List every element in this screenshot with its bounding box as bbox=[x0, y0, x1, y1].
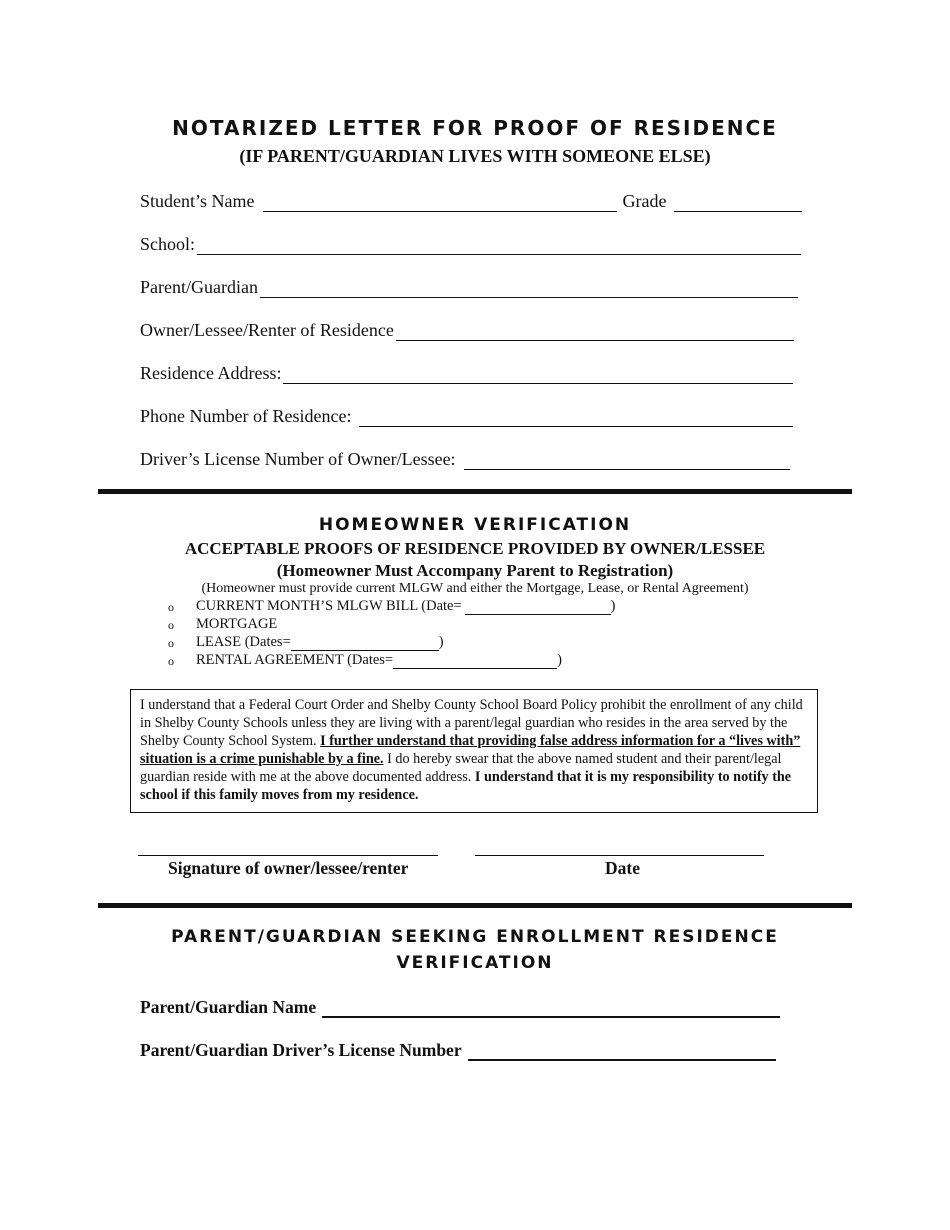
parent-section-heading-2: VERIFICATION bbox=[396, 953, 554, 973]
phone-label: Phone Number of Residence: bbox=[140, 406, 352, 426]
grade-label: Grade bbox=[622, 191, 667, 211]
parent-license-label: Parent/Guardian Driver’s License Number bbox=[140, 1040, 462, 1060]
mlgw-date-line[interactable] bbox=[465, 600, 611, 615]
lease-dates-line[interactable] bbox=[291, 636, 439, 651]
proofs-heading: ACCEPTABLE PROOFS OF RESIDENCE PROVIDED BY OWNER/LESSEE bbox=[184, 539, 766, 558]
residence-address-line[interactable] bbox=[283, 365, 793, 384]
residence-address-label: Residence Address: bbox=[140, 363, 282, 383]
option-mlgw-bill[interactable] bbox=[168, 598, 616, 615]
rental-close: ) bbox=[557, 652, 562, 668]
lease-label: LEASE (Dates= bbox=[196, 634, 291, 650]
phone-field[interactable] bbox=[140, 403, 793, 427]
student-name-label: Student’s Name bbox=[140, 191, 255, 211]
homeowner-heading: HOMEOWNER VERIFICATION bbox=[318, 515, 632, 535]
option-lease[interactable] bbox=[168, 634, 444, 651]
parent-section-heading: PARENT/GUARDIAN SEEKING ENROLLMENT RESIDENCE bbox=[171, 927, 779, 947]
school-field[interactable] bbox=[140, 231, 801, 255]
drivers-license-label: Driver’s License Number of Owner/Lessee: bbox=[140, 449, 456, 469]
statement-responsibility: I understand that it is my responsibility to notify the school if this family moves from my residence. bbox=[140, 769, 792, 803]
parent-guardian-line[interactable] bbox=[260, 279, 798, 298]
parent-guardian-field[interactable] bbox=[140, 274, 798, 298]
owner-lessee-label: Owner/Lessee/Renter of Residence bbox=[140, 320, 394, 340]
drivers-license-line[interactable] bbox=[464, 451, 790, 470]
document-subtitle: (IF PARENT/GUARDIAN LIVES WITH SOMEONE ELSE) bbox=[239, 146, 711, 166]
rental-label: RENTAL AGREEMENT (Dates= bbox=[196, 652, 394, 668]
residence-address-field[interactable] bbox=[140, 360, 793, 384]
attestation-statement-box bbox=[130, 689, 818, 813]
owner-lessee-line[interactable] bbox=[396, 322, 794, 341]
bullet-icon: o bbox=[168, 654, 174, 668]
accompany-note: (Homeowner Must Accompany Parent to Registration) bbox=[276, 561, 674, 580]
student-name-line[interactable] bbox=[263, 193, 617, 212]
date-label: Date bbox=[605, 858, 640, 878]
lease-close: ) bbox=[438, 634, 444, 650]
bullet-icon: o bbox=[168, 618, 174, 632]
drivers-license-field[interactable] bbox=[140, 446, 790, 470]
student-name-field[interactable] bbox=[140, 188, 802, 212]
parent-license-line[interactable] bbox=[468, 1041, 776, 1061]
statement-text-1: I understand that a Federal Court Order and Shelby County School Board Policy prohibit the enrollment of any child in Shelby County Schools unless they are living with a parent/legal guardian who resides in the area served by the Shelby County School System. bbox=[140, 697, 803, 749]
date-signature-line[interactable] bbox=[475, 855, 764, 856]
statement-text-2: I do hereby swear that the above named student and their parent/legal guardian reside with me at the above documented address. bbox=[140, 751, 782, 785]
school-line[interactable] bbox=[197, 236, 801, 255]
bullet-icon: o bbox=[168, 600, 174, 614]
owner-signature-line[interactable] bbox=[138, 855, 438, 856]
parent-name-field[interactable] bbox=[140, 994, 780, 1018]
bullet-icon: o bbox=[168, 636, 174, 650]
document-title: NOTARIZED LETTER FOR PROOF OF RESIDENCE bbox=[172, 116, 778, 140]
parent-name-label: Parent/Guardian Name bbox=[140, 997, 317, 1017]
mortgage-label: MORTGAGE bbox=[196, 616, 278, 632]
section-divider bbox=[98, 903, 852, 908]
statement-warning: I further understand that providing false address information for a “lives with” situation is a crime punishable by a fine. bbox=[140, 733, 801, 767]
mlgw-label: CURRENT MONTH’S MLGW BILL (Date= bbox=[196, 598, 462, 614]
parent-name-line[interactable] bbox=[322, 998, 780, 1018]
parent-license-field[interactable] bbox=[140, 1037, 776, 1061]
homeowner-requirement-note: (Homeowner must provide current MLGW and either the Mortgage, Lease, or Rental Agreement) bbox=[201, 581, 749, 596]
parent-guardian-label: Parent/Guardian bbox=[140, 277, 258, 297]
section-divider bbox=[98, 489, 852, 494]
rental-dates-line[interactable] bbox=[393, 654, 557, 669]
phone-line[interactable] bbox=[359, 408, 793, 427]
owner-lessee-field[interactable] bbox=[140, 317, 794, 341]
owner-signature-label: Signature of owner/lessee/renter bbox=[168, 858, 409, 878]
option-mortgage[interactable] bbox=[168, 616, 277, 633]
option-rental-agreement[interactable] bbox=[168, 652, 562, 669]
school-label: School: bbox=[140, 234, 196, 254]
grade-line[interactable] bbox=[674, 193, 802, 212]
mlgw-close: ) bbox=[610, 598, 616, 614]
